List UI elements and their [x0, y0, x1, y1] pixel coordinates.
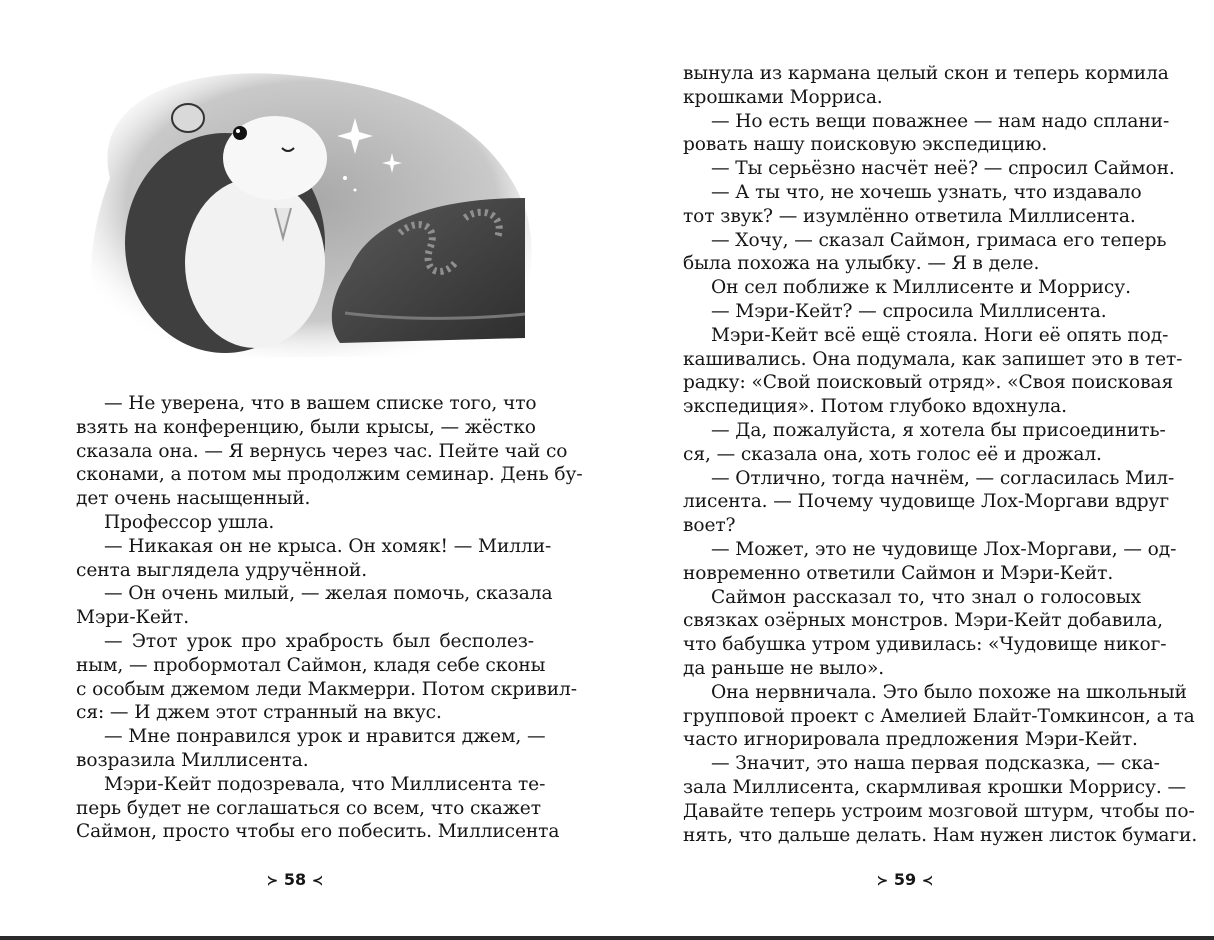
text-line: с особым джемом леди Макмерри. Потом скривил-	[76, 678, 577, 700]
text-line: возразила Миллисента.	[76, 749, 309, 771]
text-line: связках озёрных монстров. Мэри-Кейт добавила,	[683, 610, 1163, 632]
text-line: — Может, это не чудовище Лох-Моргави, — од-	[711, 538, 1177, 560]
text-line: — Мэри-Кейт? — спросила Миллисента.	[711, 300, 1107, 322]
text-line: Мэри-Кейт всё ещё стояла. Ноги её опять под-	[711, 324, 1169, 346]
text-line: Давайте теперь устроим мозговой штурм, чтобы по-	[683, 800, 1195, 822]
text-line: Мэри-Кейт подозревала, что Миллисента те-	[104, 773, 546, 795]
text-line: — А ты что, не хочешь узнать, что издавало	[711, 181, 1142, 203]
page-number-ornament-icon: ≻	[876, 873, 889, 889]
text-line: что бабушка утром удивилась: «Чудовище никог-	[683, 634, 1167, 656]
text-line: групповой проект с Амелией Блайт-Томкинсон, а та	[683, 705, 1195, 727]
text-line: сента выглядела удручённой.	[76, 559, 368, 581]
text-line: перь будет не соглашаться со всем, что скажет	[76, 797, 541, 819]
page-number-ornament-icon: ≻	[266, 873, 279, 889]
text-line: — Значит, это наша первая подсказка, — ска-	[711, 753, 1160, 775]
text-line: лисента. — Почему чудовище Лох-Моргави вдруг	[683, 491, 1169, 513]
text-line: — Он очень милый, — желая помочь, сказала	[104, 583, 553, 605]
text-line: Он сел поближе к Миллисенте и Моррису.	[711, 277, 1131, 299]
text-line: Профессор ушла.	[104, 511, 275, 533]
page-number-value: 59	[893, 870, 917, 889]
bottom-edge	[0, 936, 1214, 940]
text-line: кашивались. Она подумала, как запишет это в тет-	[683, 348, 1183, 370]
text-line: — Да, пожалуйста, я хотела бы присоединить-	[711, 419, 1166, 441]
text-line: — Мне понравился урок и нравится джем, —	[104, 726, 546, 748]
text-line: — Никакая он не крыса. Он хомяк! — Милли-	[104, 535, 552, 557]
left-page-text	[76, 392, 583, 844]
text-line: крошками Морриса.	[683, 86, 883, 108]
hamster-and-shoe-illustration	[70, 58, 540, 368]
text-line: тот звук? — изумлённо ответила Миллисента.	[683, 205, 1136, 227]
text-line: дет очень насыщенный.	[76, 488, 311, 510]
text-line: ся, — сказала она, хоть голос её и дрожал.	[683, 443, 1102, 465]
text-line: вынула из кармана целый скон и теперь кормила	[683, 63, 1169, 84]
page-number-right	[855, 868, 955, 893]
page-number-left	[245, 868, 345, 893]
page-number-value: 58	[283, 870, 307, 889]
text-line: Она нервничала. Это было похоже на школьный	[711, 681, 1187, 703]
text-line: радку: «Свой поисковый отряд». «Своя поисковая	[683, 372, 1174, 394]
text-line: сконами, а потом мы продолжим семинар. День бу-	[76, 464, 583, 486]
text-line: ся: — И джем этот странный на вкус.	[76, 702, 442, 724]
page-number-ornament-icon: ≺	[921, 873, 934, 889]
text-line: ным, — пробормотал Саймон, кладя себе сконы	[76, 654, 546, 676]
text-line: — Но есть вещи поважнее — нам надо сплани-	[711, 110, 1170, 132]
text-line: Мэри-Кейт.	[76, 607, 190, 629]
text-line: часто игнорировала предложения Мэри-Кейт.	[683, 729, 1138, 751]
text-line: нять, что дальше делать. Нам нужен листок бумаги.	[683, 824, 1198, 846]
right-page	[607, 0, 1214, 940]
text-line: — Хочу, — сказал Саймон, гримаса его теперь	[711, 229, 1167, 251]
text-line: ровать нашу поисковую экспедицию.	[683, 134, 1048, 156]
text-line: была похожа на улыбку. — Я в деле.	[683, 253, 1040, 275]
text-line: Саймон рассказал то, что знал о голосовых	[711, 586, 1141, 608]
text-line: взять на конференцию, были крысы, — жёстко	[76, 416, 536, 438]
text-line: — Ты серьёзно насчёт неё? — спросил Саймон.	[711, 158, 1175, 180]
text-line: да раньше не выло».	[683, 657, 885, 679]
text-line: — Не уверена, что в вашем списке того, что	[104, 393, 537, 414]
text-line: сказала она. — Я вернусь через час. Пейте чай со	[76, 440, 568, 462]
text-line: Саймон, просто чтобы его побесить. Миллисента	[76, 821, 560, 843]
text-line: — Отлично, тогда начнём, — согласилась Мил-	[711, 467, 1175, 489]
text-line: новременно ответили Саймон и Мэри-Кейт.	[683, 562, 1114, 584]
text-line: зала Миллисента, скармливая крошки Моррису. —	[683, 776, 1186, 798]
text-line: — Этот урок про храбрость был бесполез-	[104, 630, 534, 652]
page-number-ornament-icon: ≺	[311, 873, 324, 889]
right-page-text	[683, 62, 1198, 847]
text-line: экспедиция». Потом глубоко вдохнула.	[683, 396, 1067, 418]
text-line: воет?	[683, 515, 736, 537]
